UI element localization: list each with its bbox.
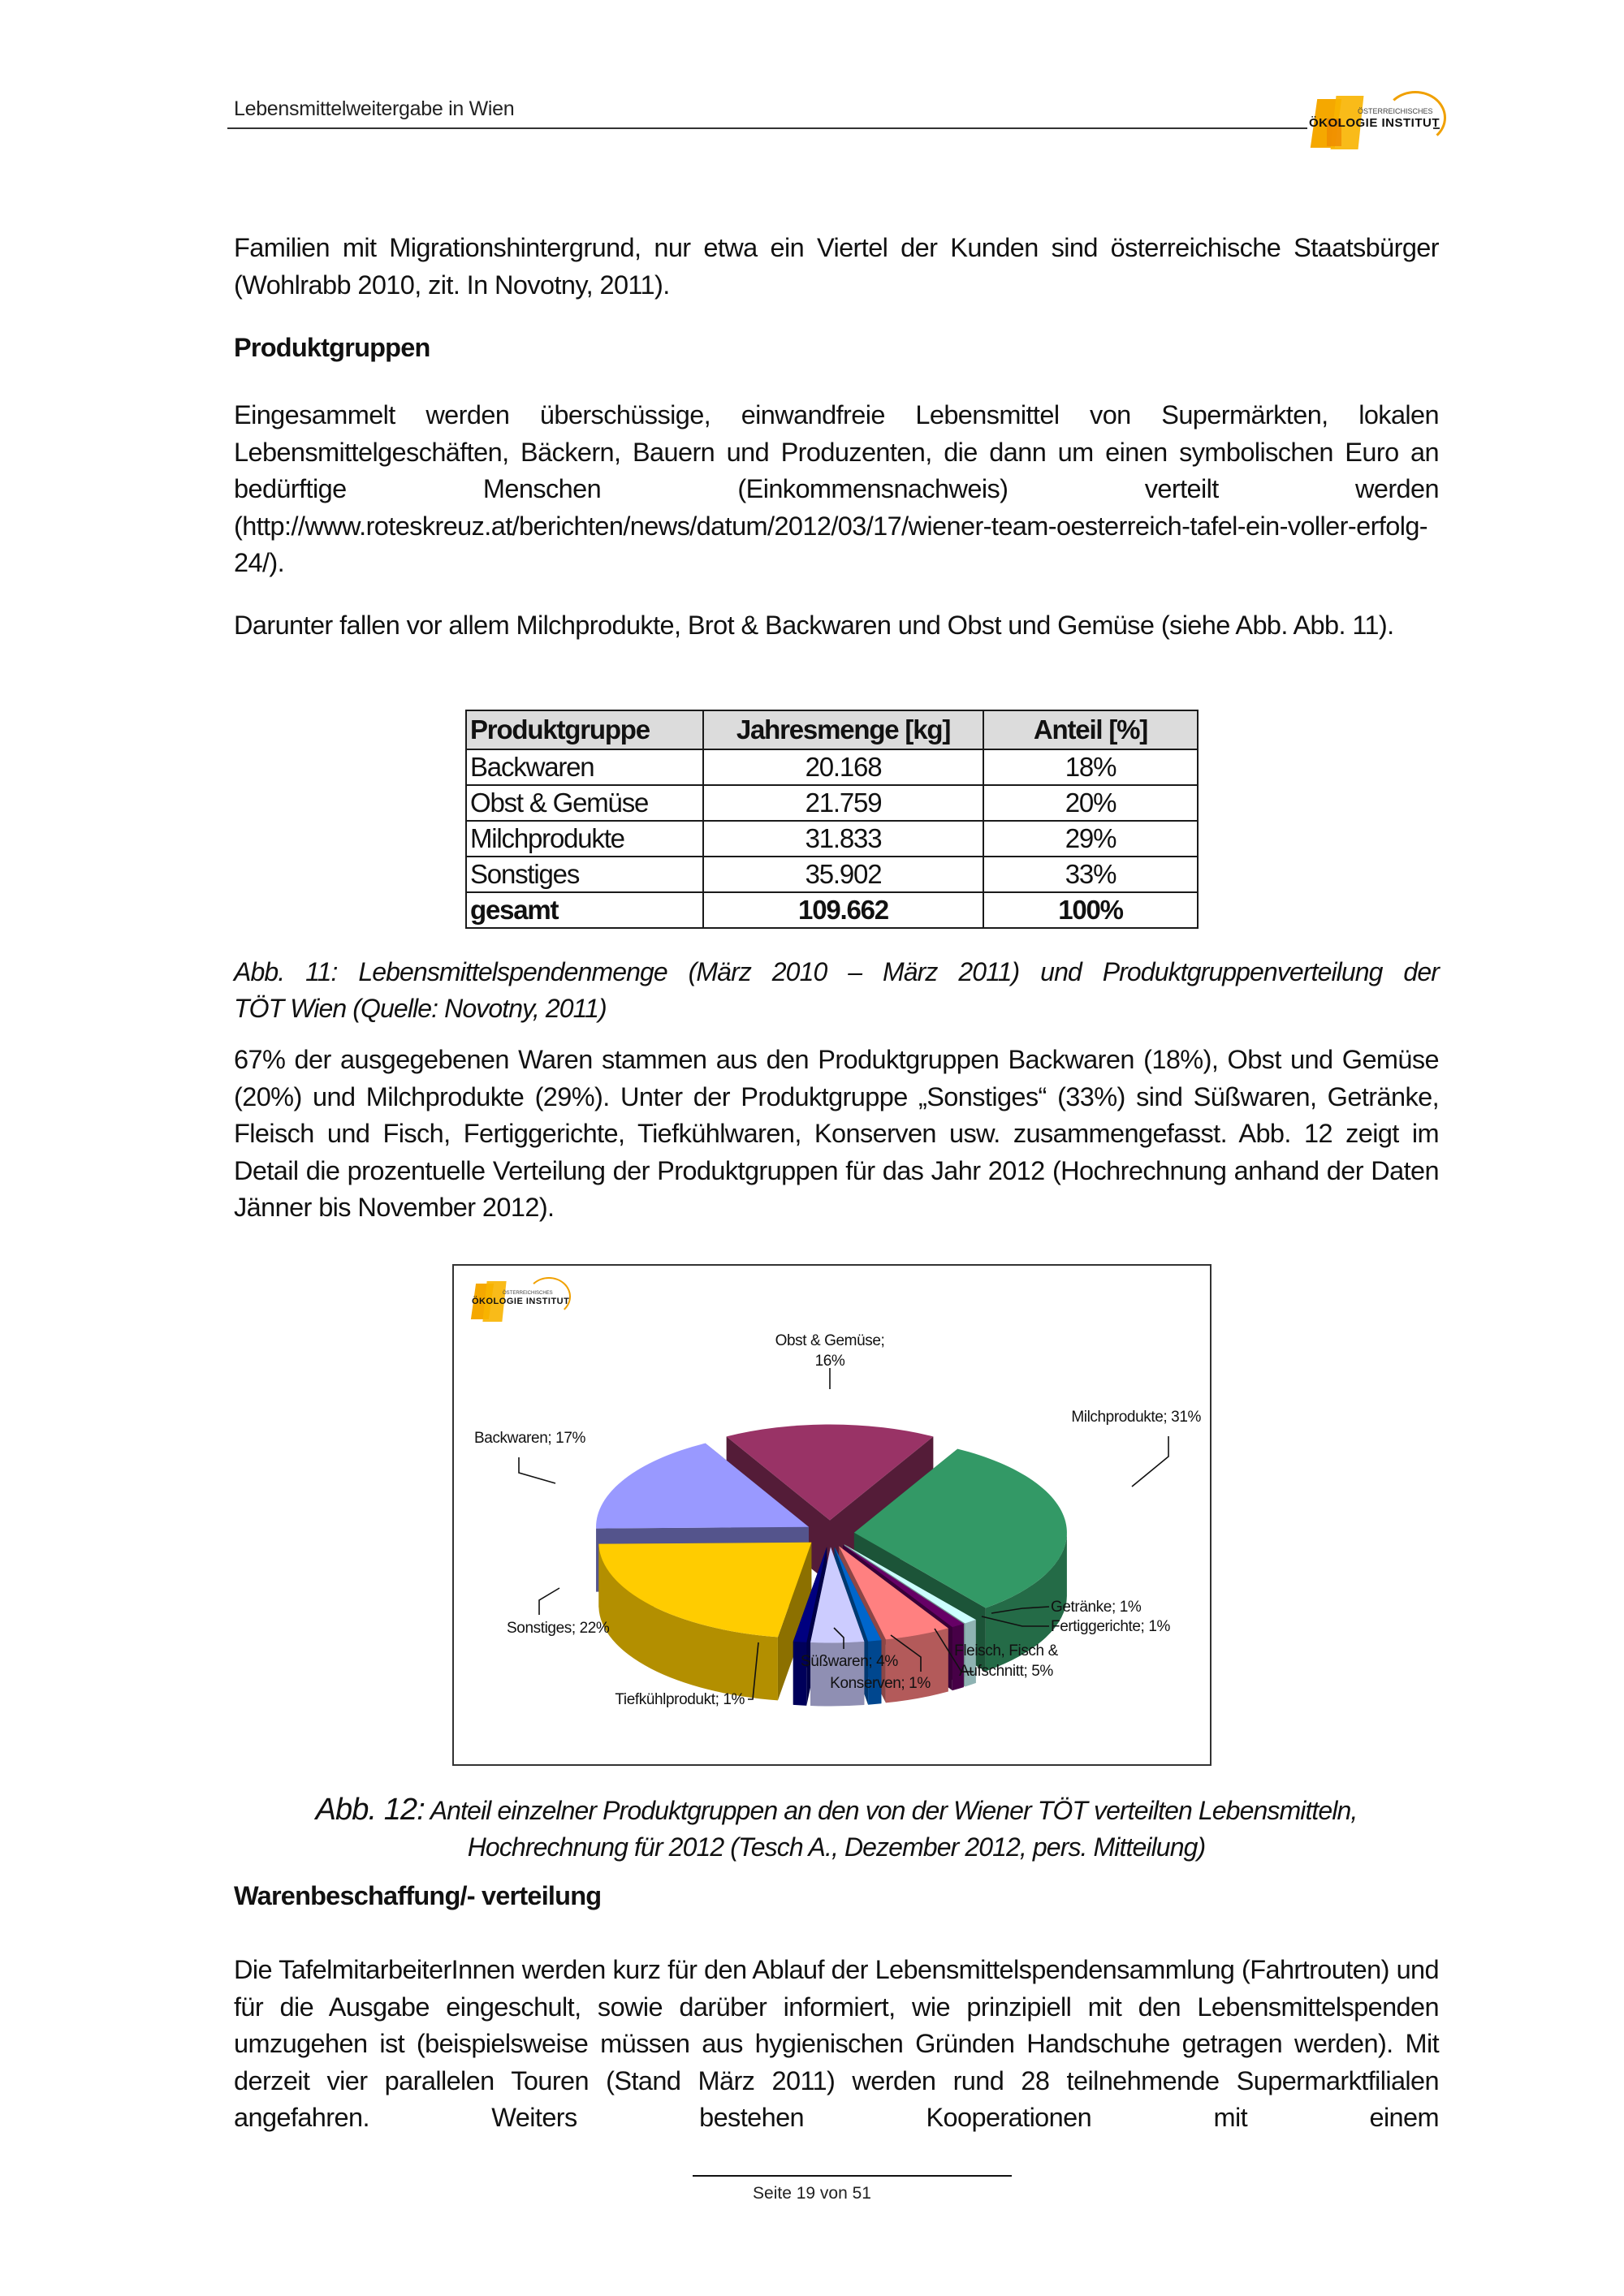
page-number: Seite 19 von 51 — [753, 2184, 871, 2203]
figure-caption-abb12 — [234, 1792, 1439, 1866]
pie-slice-edge — [868, 1640, 881, 1704]
heading-warenbeschaffung: Warenbeschaffung/- verteilung — [234, 1881, 602, 1910]
paragraph-migration: Familien mit Migrationshintergrund, nur etwa ein Viertel der Kunden sind österreichische Staatsbürger (Wohlrabb 2010, zit. In Novotny, 2011). — [234, 233, 1439, 300]
oekologie-institut-logo-icon: ÖSTERREICHISCHES ÖKOLOGIE INSTITUT — [1307, 91, 1445, 149]
table-cell: Sonstiges — [466, 857, 703, 892]
pie-data-label: Süßwaren; 4% — [801, 1653, 898, 1670]
caption-line — [234, 1792, 1439, 1829]
pie-data-label: Sonstiges; 22% — [507, 1620, 610, 1637]
table-cell: 20% — [983, 785, 1198, 821]
caption-line: Hochrechnung für 2012 (Tesch A., Dezember 2012, pers. Mitteilung) — [467, 1832, 1206, 1862]
pie-chart-figure — [452, 1264, 1212, 1766]
table-cell: 31.833 — [703, 821, 983, 857]
caption-line: Abb. 11: Lebensmittelspendenmenge (März 2010 – März 2011) und Produktgruppenverteilung der — [234, 957, 1439, 986]
table-header-cell: Produktgruppe — [466, 710, 703, 749]
pie-data-label: Fleisch, Fisch & — [954, 1642, 1058, 1659]
caption-text: Anteil einzelner Produktgruppen an den von der Wiener TÖT verteilten Lebensmitteln, — [424, 1796, 1358, 1825]
produktgruppen-table — [465, 710, 1199, 929]
table-cell: 18% — [983, 749, 1198, 785]
table-row — [466, 821, 1198, 857]
header-rule — [227, 127, 1307, 129]
leader-line — [539, 1588, 559, 1615]
running-header-title: Lebensmittelweitergabe in Wien — [234, 97, 515, 120]
table-cell: 29% — [983, 821, 1198, 857]
table-row — [466, 785, 1198, 821]
table-cell: gesamt — [466, 892, 703, 928]
figure-caption-abb11 — [234, 954, 1439, 1027]
pie-data-label: Fertiggerichte; 1% — [1051, 1618, 1170, 1635]
table-cell: Backwaren — [466, 749, 703, 785]
paragraph-darunter: Darunter fallen vor allem Milchprodukte, Brot & Backwaren und Obst und Gemüse (siehe Abb. Abb. 11). — [234, 611, 1394, 640]
caption-line: TÖT Wien (Quelle: Novotny, 2011) — [234, 994, 607, 1023]
caption-prefix: Abb. 12: — [315, 1793, 425, 1827]
heading-produktgruppen: Produktgruppen — [234, 333, 430, 362]
pie-data-label: Aufschnitt; 5% — [959, 1663, 1053, 1680]
table-cell: 109.662 — [703, 892, 983, 928]
table-cell: 33% — [983, 857, 1198, 892]
table-header-cell: Anteil [%] — [983, 710, 1198, 749]
paragraph-67-prozent: 67% der ausgegebenen Waren stammen aus den Produktgruppen Backwaren (18%), Obst und Gemüse (20%) und Milchprodukte (29%). Unter der Produktgruppe „Sonstiges“ (33%) sind Süßwaren, Getränke, Fleisch und Fisch, Fertiggerichte, Tiefkühlwaren, Konserven usw. zusammengefasst. Abb. 12 zeigt im Detail die prozentuelle Verteilung der Produktgruppen für das Jahr 2012 (Hochrechnung anhand der Daten Jänner bis November 2012). — [234, 1045, 1439, 1222]
pie-data-label: 16% — [814, 1353, 845, 1370]
paragraph-eingesammelt — [234, 397, 1439, 582]
paragraph-eingesammelt-text: Eingesammelt werden überschüssige, einwandfreie Lebensmittel von Supermärkten, lokalen Lebensmittelgeschäften, Bäckern, Bauern und Produzenten, die dann um einen symbolischen Euro an bedürftige Menschen (Einkommensnachweis) verteilt werden (http://www.roteskreuz.at/berichten/news/datum/2012/03/17/wiener-team-oesterreich-tafel-ein-voller-erfolg-24/). — [234, 400, 1439, 577]
table-header-row — [466, 710, 1198, 749]
pie-data-label: Obst & Gemüse; — [775, 1332, 885, 1349]
table-cell: 20.168 — [703, 749, 983, 785]
table-total-row — [466, 892, 1198, 928]
pie-data-label: Getränke; 1% — [1051, 1599, 1142, 1616]
paragraph-tafelmitarbeiter: Die TafelmitarbeiterInnen werden kurz für den Ablauf der Lebensmittelspendensammlung (Fahrtrouten) und für die Ausgabe eingeschult, sowie darüber informiert, wie prinzipiell mit den Lebensmittelspenden umzugehen ist (beispielsweise müssen aus hygienischen Gründen Handschuhe getragen werden). Mit derzeit vier parallelen Touren (Stand März 2011) werden rund 28 teilnehmende Supermarktfilialen angefahren. Weiters bestehen Kooperationen mit einem — [234, 1955, 1439, 2132]
pie-data-label: Tiefkühlprodukt; 1% — [615, 1691, 745, 1708]
table-cell: Milchprodukte — [466, 821, 703, 857]
pie-slice-edge — [793, 1642, 806, 1706]
table-row — [466, 749, 1198, 785]
table-cell: 100% — [983, 892, 1198, 928]
table-header-cell: Jahresmenge [kg] — [703, 710, 983, 749]
table-row — [466, 857, 1198, 892]
table-cell: Obst & Gemüse — [466, 785, 703, 821]
pie-slice-edge — [810, 1642, 864, 1706]
footer-rule — [693, 2175, 1012, 2177]
leader-line — [519, 1457, 555, 1483]
pie-data-label: Milchprodukte; 31% — [1071, 1409, 1201, 1426]
pie-chart — [454, 1266, 1210, 1764]
pie-data-label: Backwaren; 17% — [474, 1430, 585, 1447]
leader-line — [1132, 1436, 1168, 1487]
table-cell: 35.902 — [703, 857, 983, 892]
table-cell: 21.759 — [703, 785, 983, 821]
pie-data-label: Konserven; 1% — [830, 1675, 931, 1692]
chart-logo-icon: ÖSTERREICHISCHES ÖKOLOGIE INSTITUT — [470, 1277, 592, 1326]
